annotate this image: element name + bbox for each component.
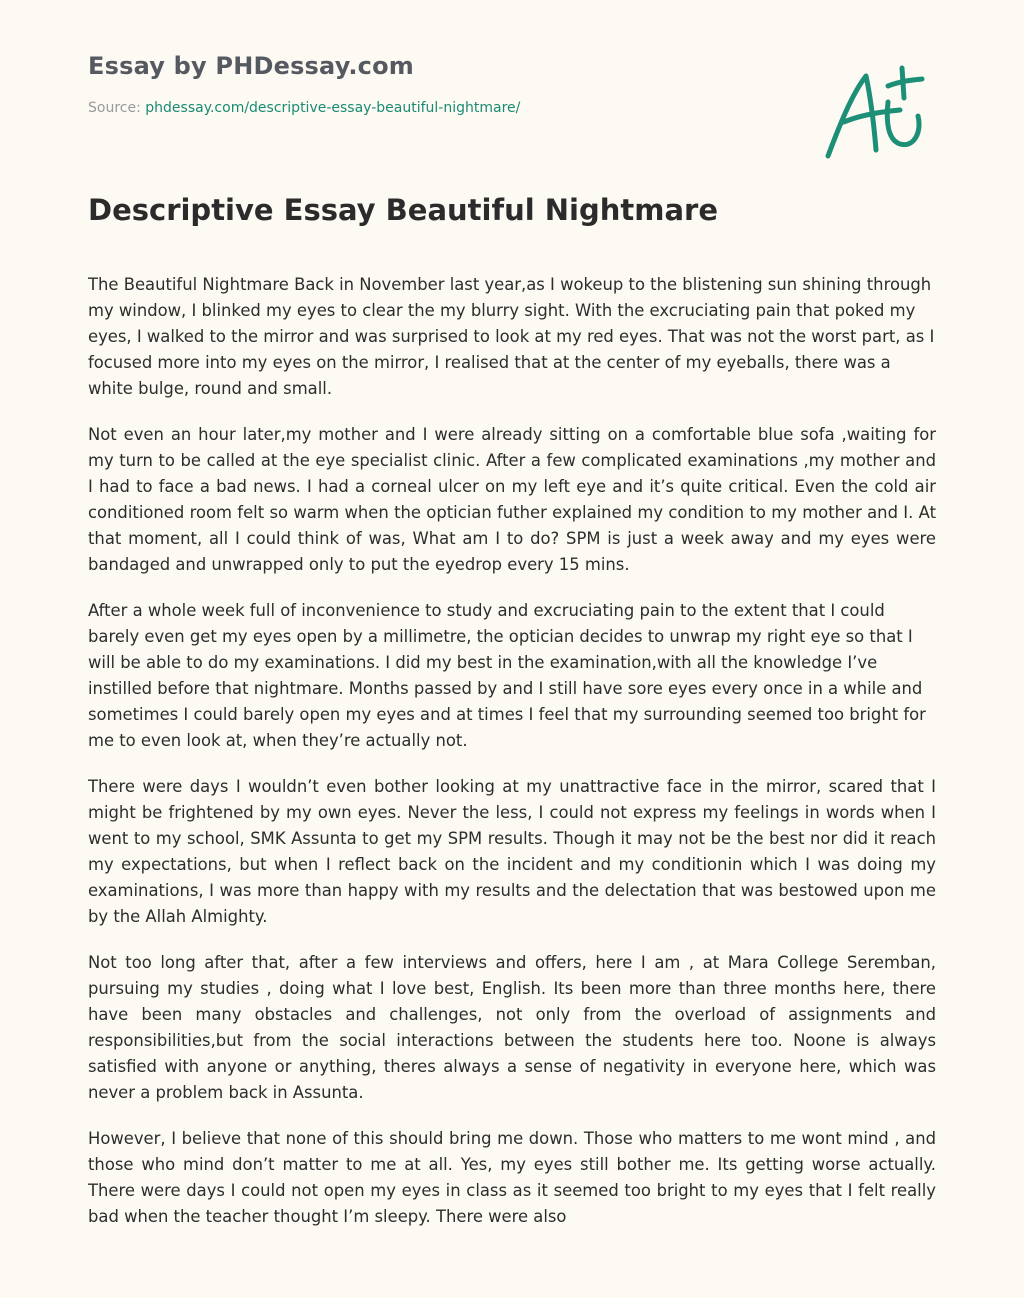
page-header (88, 50, 788, 118)
paragraph: Not too long after that, after a few interviews and offers, here I am , at Mara College Seremban, pursuing my studies , doing what I love best, English. Its been more than three months here, there have been many obstacles and challenges, not only from the overload of assignments and responsibilities,but from the social interactions between the students here too. Noone is always satisfied with anyone or anything, theres always a sense of negativity in everyone here, which was never a problem back in Assunta. (88, 953, 936, 1102)
source-label: Source: (88, 100, 146, 116)
paragraph: However, I believe that none of this should bring me down. Those who matters to me wont mind , and those who mind don’t matter to me at all. Yes, my eyes still bother me. Its getting worse actually. There were days I could not open my eyes in class as it seemed too bright to my eyes that I felt really bad when the teacher thought I’m sleepy. There were also (88, 1129, 936, 1226)
essay-body (88, 272, 936, 1250)
paragraph: After a whole week full of inconvenience to study and excruciating pain to the extent that I could barely even get my eyes open by a millimetre, the optician decides to unwrap my right eye so that I will be able to do my examinations. I did my best in the examination,with all the knowledge I’ve instilled before that nightmare. Months passed by and I still have sore eyes every once in a while and sometimes I could barely open my eyes and at times I feel that my surrounding seemed too bright for me to even look at, when they’re actually not. (88, 601, 926, 750)
a-plus-logo-icon (822, 64, 932, 164)
paragraph: The Beautiful Nightmare Back in November last year,as I wokeup to the blistening sun shining through my window, I blinked my eyes to clear the my blurry sight. With the excruciating pain that poked my eyes, I walked to the mirror and was surprised to look at my red eyes. That was not the worst part, as I focused more into my eyes on the mirror, I realised that at the center of my eyeballs, there was a white bulge, round and small. (88, 275, 935, 398)
source-line (88, 98, 788, 118)
paragraph: Not even an hour later,my mother and I were already sitting on a comfortable blue sofa ,waiting for my turn to be called at the eye specialist clinic. After a few complicated examinations ,my mother and I had to face a bad news. I had a corneal ulcer on my left eye and it’s quite critical. Even the cold air conditioned room felt so warm when the optician futher explained my condition to my mother and I. At that moment, all I could think of was, What am I to do? SPM is just a week away and my eyes were bandaged and unwrapped only to put the eyedrop every 15 mins. (88, 425, 936, 574)
a-plus-logo-graphic (822, 64, 932, 164)
essay-title: Descriptive Essay Beautiful Nightmare (88, 193, 718, 227)
site-brand: Essay by PHDessay.com (88, 52, 414, 80)
source-link[interactable]: phdessay.com/descriptive-essay-beautiful-nightmare/ (145, 100, 521, 116)
paragraph: There were days I wouldn’t even bother looking at my unattractive face in the mirror, scared that I might be frightened by my own eyes. Never the less, I could not express my feelings in words when I went to my school, SMK Assunta to get my SPM results. Though it may not be the best nor did it reach my expectations, but when I reflect back on the incident and my conditionin which I was doing my examinations, I was more than happy with my results and the delectation that was bestowed upon me by the Allah Almighty. (88, 777, 936, 926)
